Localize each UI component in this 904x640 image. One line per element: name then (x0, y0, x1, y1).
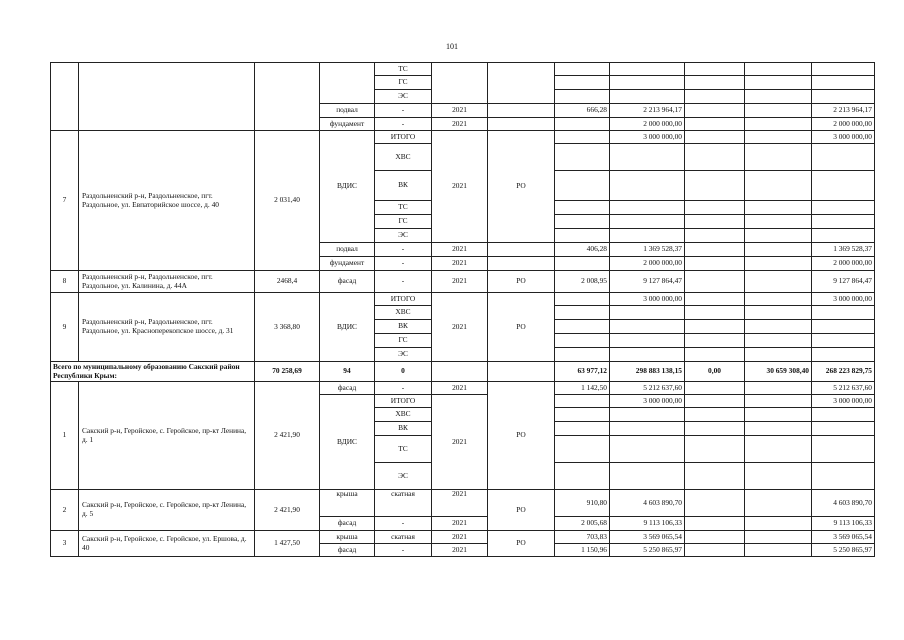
year-cell: 2021 (432, 293, 488, 362)
address-cell: Раздольненский р-н, Раздольненское, пгт. Раздольное, ул. Красноперекопское шоссе, д. 31 (79, 293, 255, 362)
area-cell: 1 427,50 (255, 531, 320, 557)
table-row (51, 63, 875, 76)
table-row: ГС (51, 76, 875, 90)
address-cell: Сакский р-н, Геройское, с. Геройское, пр-кт Ленина, д. 1 (79, 382, 255, 490)
work-type-cell: ВДИС (320, 293, 375, 362)
table-row: ЭС (51, 463, 875, 490)
subtype-cell: ТС (375, 63, 432, 76)
ro-cell: РО (488, 490, 555, 531)
table-row: 3 Сакский р-н, Геройское, с. Геройское, ул. Ершова, д. 40 1 427,50 крыша скатная 2021 РО 703,83 3 569 065,54 3 569 065,54 (51, 531, 875, 544)
table-row: ЭС (51, 348, 875, 362)
address-cell: Сакский р-н, Геройское, с. Геройское, ул. Ершова, д. 40 (79, 531, 255, 557)
row-number: 1 (51, 382, 79, 490)
table-row: ТС (51, 201, 875, 215)
row-number: 2 (51, 490, 79, 531)
table-row: ВК (51, 171, 875, 201)
work-type-cell (320, 63, 375, 104)
row-number: 9 (51, 293, 79, 362)
table-row: ГС (51, 215, 875, 229)
total-row: Всего по муниципальному образованию Сакский район Республики Крым: 70 258,69 94 0 63 977,12 298 883 138,15 0,00 30 659 308,40 268 223 829,75 (51, 362, 875, 382)
ro-cell: РО (488, 293, 555, 362)
table-row: 7 Раздольненский р-н, Раздольненское, пгт. Раздольное, ул. Евпаторийское шоссе, д. 40 2 031,40 ВДИС ИТОГО 2021 РО 3 000 000,00 3 000 000,00 (51, 131, 875, 144)
table-row: 8 Раздольненский р-н, Раздольненское, пгт. Раздольное, ул. Калинина, д. 44А 2468,4 фасад - 2021 РО 2 008,95 9 127 864,47 9 127 864,47 (51, 271, 875, 293)
table-row: 1 Сакский р-н, Геройское, с. Геройское, пр-кт Ленина, д. 1 2 421,90 фасад - 2021 РО 1 142,50 5 212 637,60 5 212 637,60 (51, 382, 875, 395)
address-cell (79, 63, 255, 131)
table-row: подвал - 2021 406,28 1 369 528,37 1 369 528,37 (51, 243, 875, 257)
table-row: фундамент - 2021 2 000 000,00 2 000 000,00 (51, 257, 875, 271)
table-row: 2 Сакский р-н, Геройское, с. Геройское, пр-кт Ленина, д. 5 2 421,90 крыша скатная 2021 РО 910,80 4 603 890,70 4 603 890,70 (51, 490, 875, 517)
year-cell (432, 63, 488, 104)
year-cell: 2021 (432, 395, 488, 490)
row-number (51, 63, 79, 131)
area-cell: 2 031,40 (255, 131, 320, 271)
table-row: фундамент - 2021 2 000 000,00 2 000 000,00 (51, 118, 875, 131)
area-cell: 2 421,90 (255, 382, 320, 490)
row-number: 8 (51, 271, 79, 293)
area-cell (255, 63, 320, 131)
table-row: ВК (51, 422, 875, 436)
table-row: ВК (51, 320, 875, 334)
table-row: ХВС (51, 408, 875, 422)
address-cell: Сакский р-н, Геройское, с. Геройское, пр-кт Ленина, д. 5 (79, 490, 255, 531)
table-row: подвал - 2021 666,28 2 213 964,17 2 213 964,17 (51, 104, 875, 118)
work-type-cell: ВДИС (320, 131, 375, 243)
table-row: ЭС (51, 229, 875, 243)
ro-cell: РО (488, 131, 555, 243)
table-row: ТС (51, 436, 875, 463)
table-row: ВДИС ИТОГО 2021 3 000 000,00 3 000 000,00 (51, 395, 875, 408)
repair-schedule-table (50, 62, 875, 557)
work-type-cell: ВДИС (320, 395, 375, 490)
area-cell: 3 368,80 (255, 293, 320, 362)
row-number: 7 (51, 131, 79, 271)
ro-cell: РО (488, 531, 555, 557)
address-cell: Раздольненский р-н, Раздольненское, пгт. Раздольное, ул. Евпаторийское шоссе, д. 40 (79, 131, 255, 271)
address-cell: Раздольненский р-н, Раздольненское, пгт. Раздольное, ул. Калинина, д. 44А (79, 271, 255, 293)
row-number: 3 (51, 531, 79, 557)
total-label: Всего по муниципальному образованию Сакский район Республики Крым: (51, 362, 255, 382)
table-row: ГС (51, 334, 875, 348)
year-cell: 2021 (432, 131, 488, 243)
area-cell: 2468,4 (255, 271, 320, 293)
area-cell: 2 421,90 (255, 490, 320, 531)
table-row: фасад - 2021 1 150,96 5 250 865,97 5 250 865,97 (51, 544, 875, 557)
table-row: фасад - 2021 2 005,68 9 113 106,33 9 113 106,33 (51, 517, 875, 531)
ro-cell: РО (488, 382, 555, 490)
table-row: ХВС (51, 306, 875, 320)
page-number: 101 (446, 42, 458, 51)
table-row: ХВС (51, 144, 875, 171)
ro-cell (488, 63, 555, 104)
table-row: 9 Раздольненский р-н, Раздольненское, пгт. Раздольное, ул. Красноперекопское шоссе, д. 31 3 368,80 ВДИС ИТОГО 2021 РО 3 000 000,00 3 000 000,00 (51, 293, 875, 306)
table-row: ЭС (51, 90, 875, 104)
